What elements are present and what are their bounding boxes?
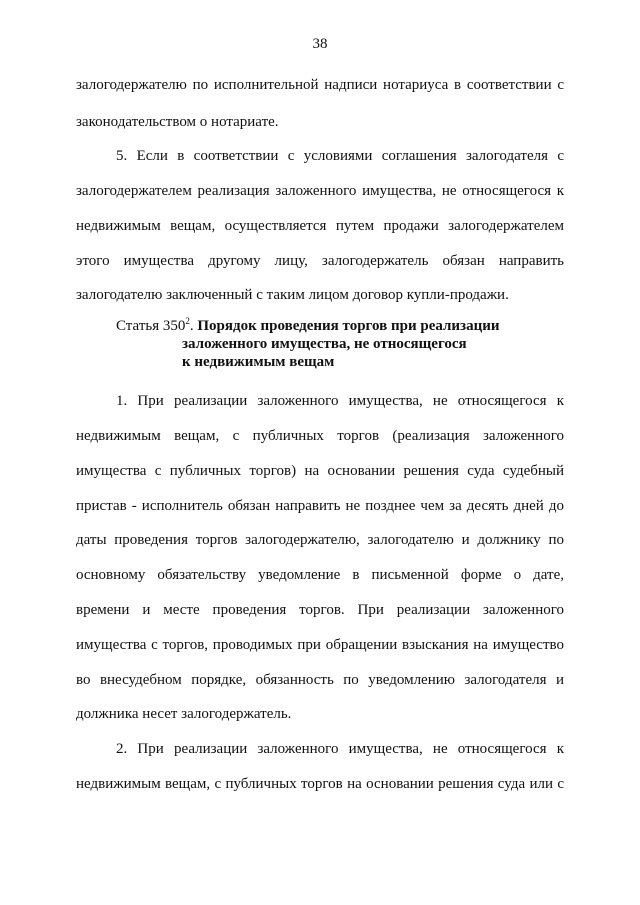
text-line: даты проведения торгов залогодержателю, залогодателю и должнику по (76, 532, 564, 548)
text-line: 1. При реализации заложенного имущества, не относящегося к (116, 393, 564, 409)
text-line: времени и месте проведения торгов. При реализации заложенного (76, 602, 564, 618)
text-line: должника несет залогодержатель. (76, 706, 292, 722)
article-superscript: 2 (185, 316, 190, 326)
text-line: залогодержателю по исполнительной надписи нотариуса в соответствии с (76, 77, 564, 93)
text-line: имущества с торгов, проводимых при обращении взыскания на имущество (76, 637, 564, 653)
text-line: имущества с публичных торгов) на основании решения суда судебный (76, 463, 564, 479)
article-title-line2: заложенного имущества, не относящегося (182, 336, 467, 352)
text-line: недвижимым вещам, с публичных торгов (реализация заложенного (76, 428, 564, 444)
text-line: основному обязательству уведомление в письменной форме о дате, (76, 567, 564, 583)
article-title-line1: Порядок проведения торгов при реализации (197, 318, 500, 334)
article-title-line3: к недвижимым вещам (182, 354, 335, 370)
text-line: недвижимым вещам, осуществляется путем продажи залогодержателем (76, 218, 564, 234)
article-heading (116, 318, 564, 335)
text-line: законодательством о нотариате. (76, 114, 279, 130)
text-line: этого имущества другому лицу, залогодержатель обязан направить (76, 253, 564, 269)
text-line: 2. При реализации заложенного имущества, не относящегося к (116, 741, 564, 757)
text-line: залогодателю заключенный с таким лицом договор купли-продажи. (76, 287, 509, 303)
text-line: пристав - исполнитель обязан направить не позднее чем за десять дней до (76, 498, 564, 514)
text-line: во внесудебном порядке, обязанность по уведомлению залогодателя и (76, 672, 564, 688)
article-dot: . (189, 318, 194, 334)
text-line: залогодержателем реализация заложенного имущества, не относящегося к (76, 183, 564, 199)
page-number: 38 (312, 36, 328, 52)
article-number: Статья 350 (116, 318, 186, 334)
text-line: 5. Если в соответствии с условиями соглашения залогодателя с (116, 148, 564, 164)
text-line: недвижимым вещам, с публичных торгов на основании решения суда или с (76, 776, 564, 792)
